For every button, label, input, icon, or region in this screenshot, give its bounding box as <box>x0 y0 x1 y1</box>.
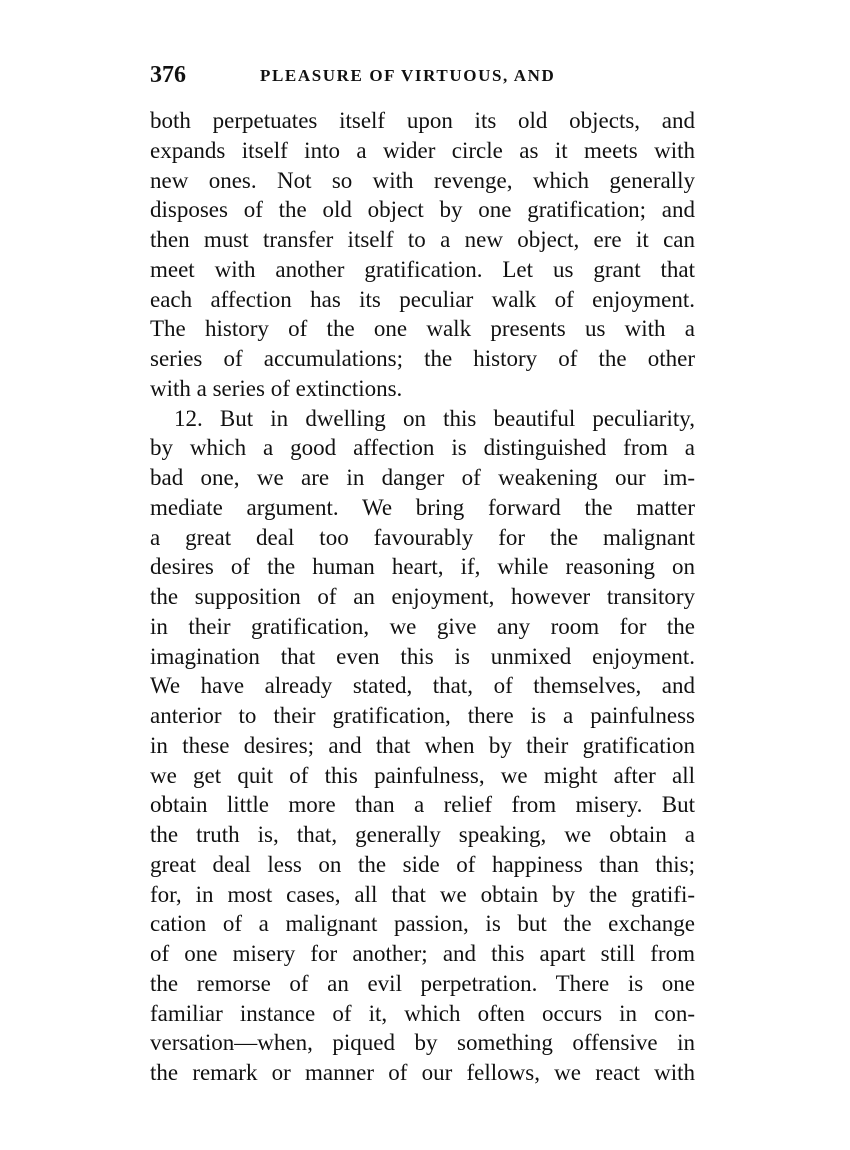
text-line: 12. But in dwelling on this beautiful peculiarity, <box>174 405 695 431</box>
text-line: mediate argument. We bring forward the matter <box>150 494 695 520</box>
text-line: We have already stated, that, of themselves, and <box>150 673 695 699</box>
text-line: obtain little more than a relief from misery. But <box>150 792 695 818</box>
text-line: anterior to their gratification, there is a painfulness <box>150 703 695 728</box>
text-line: meet with another gratification. Let us grant that <box>150 256 695 282</box>
text-line: imagination that even this is unmixed enjoyment. <box>150 643 695 669</box>
text-line: versation—when, piqued by something offensive in <box>150 1030 695 1056</box>
text-line: both perpetuates itself upon its old objects, and <box>150 108 695 133</box>
text-line: series of accumulations; the history of the other <box>150 346 695 371</box>
text-line: familiar instance of it, which often occurs in con- <box>150 1000 695 1026</box>
text-line: of one misery for another; and this apart still from <box>150 941 695 966</box>
text-line: new ones. Not so with revenge, which generally <box>150 167 695 193</box>
text-line: in their gratification, we give any room for the <box>150 613 695 639</box>
text-line: in these desires; and that when by their gratification <box>150 732 695 758</box>
text-line: bad one, we are in danger of weakening our im- <box>150 465 695 490</box>
text-line: by which a good affection is distinguished from a <box>150 435 695 461</box>
text-line: the remark or manner of our fellows, we react with <box>150 1060 695 1085</box>
text-line: the truth is, that, generally speaking, we obtain a <box>150 822 695 847</box>
text-line: we get quit of this painfulness, we might after all <box>150 762 695 788</box>
text-line: with a series of extinctions. <box>150 375 403 401</box>
running-head <box>150 60 695 90</box>
text-line: disposes of the old object by one gratification; and <box>150 197 695 223</box>
body-text <box>150 106 695 1088</box>
text-line: then must transfer itself to a new object, ere it can <box>150 227 695 252</box>
text-line: the supposition of an enjoyment, however transitory <box>150 584 695 609</box>
text-line: desires of the human heart, if, while reasoning on <box>150 554 695 580</box>
text-line: for, in most cases, all that we obtain by the gratifi- <box>150 881 695 907</box>
text-line: each affection has its peculiar walk of enjoyment. <box>150 286 695 312</box>
text-line: expands itself into a wider circle as it meets with <box>150 137 695 163</box>
page-number: 376 <box>150 62 186 88</box>
text-line: The history of the one walk presents us with a <box>150 316 695 342</box>
text-line: cation of a malignant passion, is but the exchange <box>150 911 695 937</box>
text-line: great deal less on the side of happiness than this; <box>150 851 695 877</box>
running-title: PLEASURE OF VIRTUOUS, AND <box>260 66 556 85</box>
text-line: the remorse of an evil perpetration. There is one <box>150 970 695 996</box>
text-line: a great deal too favourably for the malignant <box>150 524 695 550</box>
